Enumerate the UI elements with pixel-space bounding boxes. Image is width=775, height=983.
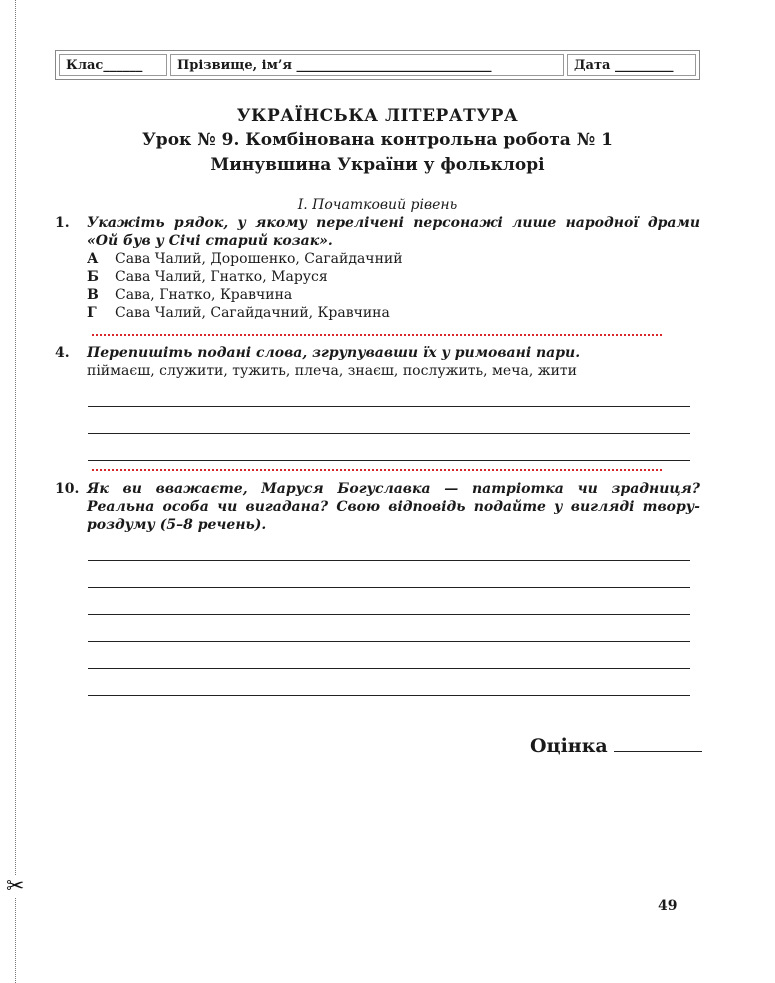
option-text: Сава Чалий, Дорошенко, Сагайдачний (115, 251, 403, 267)
name-field[interactable]: Прізвище, ім’я ______________________________ (170, 54, 564, 76)
answer-line[interactable] (88, 615, 690, 642)
answer-line[interactable] (88, 434, 690, 461)
option-text: Сава Чалий, Гнатко, Маруся (115, 269, 328, 285)
scissors-icon: ✂ (6, 874, 25, 899)
grade-blank[interactable] (614, 737, 702, 752)
cut-line (15, 0, 16, 983)
section-separator (92, 334, 662, 336)
page-number: 49 (658, 898, 678, 914)
answer-option[interactable] (87, 286, 700, 304)
option-letter: Г (87, 305, 97, 321)
answer-line[interactable] (88, 534, 690, 561)
task-4 (55, 344, 700, 380)
grade-field (530, 735, 702, 757)
task-question: Укажіть рядок, у якому перелічені персонажі лише народної драми «Ой був у Січі старий козак». (87, 215, 700, 249)
option-letter: А (87, 251, 99, 267)
lesson-title: Урок № 9. Комбінована контрольна робота № 1 (142, 130, 613, 150)
word-list: піймаєш, служити, тужить, плеча, знаєш, послужить, меча, жити (87, 363, 578, 379)
option-text: Сава, Гнатко, Кравчина (115, 287, 293, 303)
answer-lines-task-10 (88, 534, 690, 696)
task-number: 1. (55, 215, 70, 231)
answer-lines-task-4 (88, 380, 690, 461)
student-info-header (55, 50, 700, 80)
level-heading: I. Початковий рівень (297, 197, 458, 213)
option-letter: Б (87, 269, 99, 285)
answer-line[interactable] (88, 380, 690, 407)
answer-line[interactable] (88, 588, 690, 615)
answer-line[interactable] (88, 561, 690, 588)
answer-option[interactable] (87, 250, 700, 268)
grade-label: Оцінка (530, 735, 608, 757)
section-separator (92, 469, 662, 471)
task-question: Як ви вважаєте, Маруся Богуславка — патріотка чи зрадниця? Реальна особа чи вигадана? Свою відповідь подайте у вигляді твору-роздуму (5–8 речень). (87, 481, 700, 533)
date-field[interactable]: Дата _________ (567, 54, 696, 76)
answer-line[interactable] (88, 669, 690, 696)
task-number: 4. (55, 345, 70, 361)
option-text: Сава Чалий, Сагайдачний, Кравчина (115, 305, 390, 321)
answer-option[interactable] (87, 268, 700, 286)
answer-line[interactable] (88, 407, 690, 434)
subject-title: УКРАЇНСЬКА ЛІТЕРАТУРА (236, 106, 519, 126)
task-question: Перепишіть подані слова, згрупувавши їх у римовані пари. (87, 345, 581, 361)
title-block (55, 104, 700, 178)
task-number: 10. (55, 481, 80, 497)
task-1 (55, 214, 700, 322)
topic-title: Минувшина України у фольклорі (210, 155, 545, 175)
answer-line[interactable] (88, 642, 690, 669)
option-letter: В (87, 287, 99, 303)
class-field[interactable]: Клас______ (59, 54, 167, 76)
answer-option[interactable] (87, 304, 700, 322)
task-10 (55, 480, 700, 534)
